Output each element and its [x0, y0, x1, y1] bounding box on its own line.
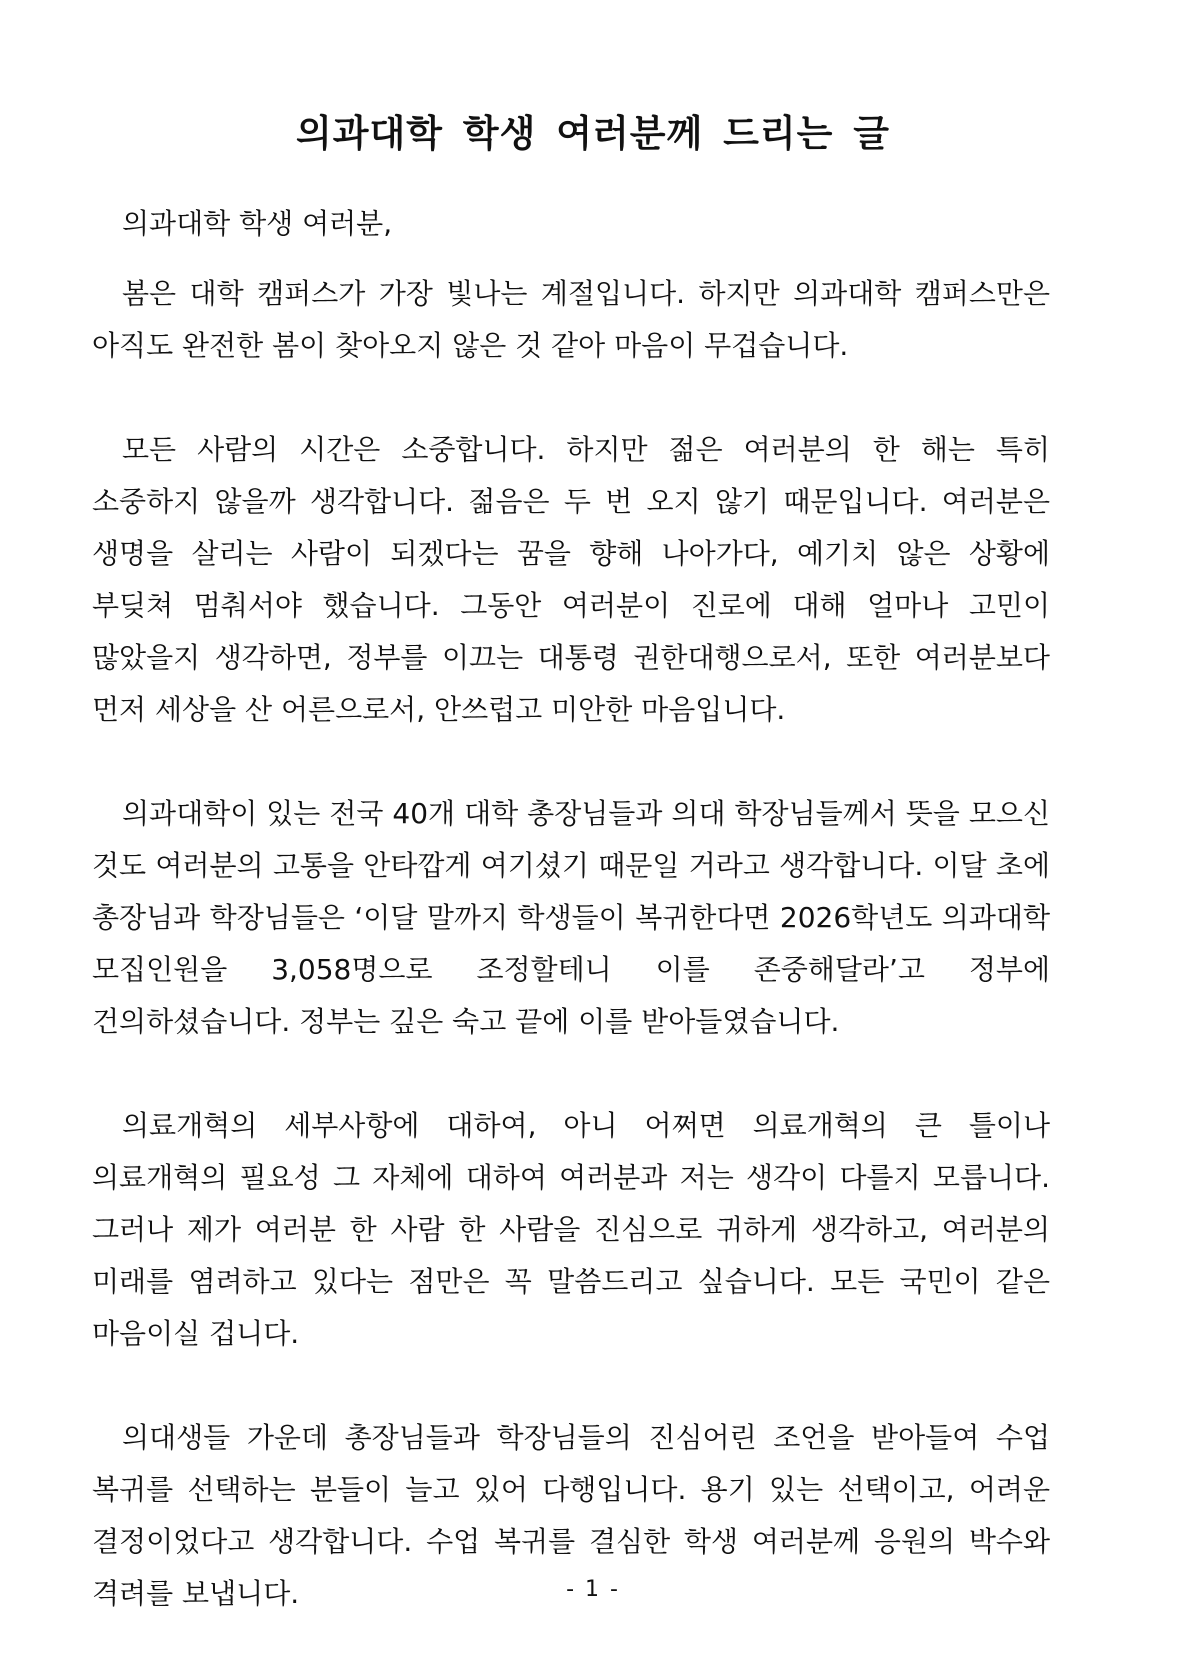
document-title: 의과대학 학생 여러분께 드리는 글 — [296, 112, 890, 155]
paragraph-2: 모든 사람의 시간은 소중합니다. 하지만 젊은 여러분의 한 해는 특히 소중하지 않을까 생각합니다. 젊음은 두 번 오지 않기 때문입니다. 여러분은 생명을 살리는 사람이 되겠다는 꿈을 향해 나아가다, 예기치 않은 상황에 부딪쳐 멈춰서야 했습니다. 그동안 여러분이 진로에 대해 얼마나 고민이 많았을지 생각하면, 정부를 이끄는 대통령 권한대행으로서, 또한 여러분보다 먼저 세상을 산 어른으로서, 안쓰럽고 미안한 마음입니다. — [92, 433, 1050, 726]
page-number: - 1 - — [566, 1577, 620, 1602]
document-body — [92, 198, 1050, 1620]
paragraph-4: 의료개혁의 세부사항에 대하여, 아니 어쩌면 의료개혁의 큰 틀이나 의료개혁의 필요성 그 자체에 대하여 여러분과 저는 생각이 다를지 모릅니다. 그러나 제가 여러분 한 사람 한 사람을 진심으로 귀하게 생각하고, 여러분의 미래를 염려하고 있다는 점만은 꼭 말씀드리고 싶습니다. 모든 국민이 같은 마음이실 겁니다. — [92, 1109, 1050, 1350]
paragraph-3: 의과대학이 있는 전국 40개 대학 총장님들과 의대 학장님들께서 뜻을 모으신 것도 여러분의 고통을 안타깝게 여기셨기 때문일 거라고 생각합니다. 이달 초에 총장님과 학장님들은 ‘이달 말까지 학생들이 복귀한다면 2026학년도 의과대학 모집인원을 3,058명으로 조정할테니 이를 존중해달라’고 정부에 건의하셨습니다. 정부는 깊은 숙고 끝에 이를 받아들였습니다. — [92, 797, 1050, 1038]
paragraph-1: 봄은 대학 캠퍼스가 가장 빛나는 계절입니다. 하지만 의과대학 캠퍼스만은 아직도 완전한 봄이 찾아오지 않은 것 같아 마음이 무겁습니다. — [92, 277, 1050, 362]
salutation: 의과대학 학생 여러분, — [122, 207, 393, 240]
paragraph-5: 의대생들 가운데 총장님들과 학장님들의 진심어린 조언을 받아들여 수업 복귀를 선택하는 분들이 늘고 있어 다행입니다. 용기 있는 선택이고, 어려운 결정이었다고 생각합니다. 수업 복귀를 결심한 학생 여러분께 응원의 박수와 격려를 보냅니다. — [92, 1421, 1050, 1610]
